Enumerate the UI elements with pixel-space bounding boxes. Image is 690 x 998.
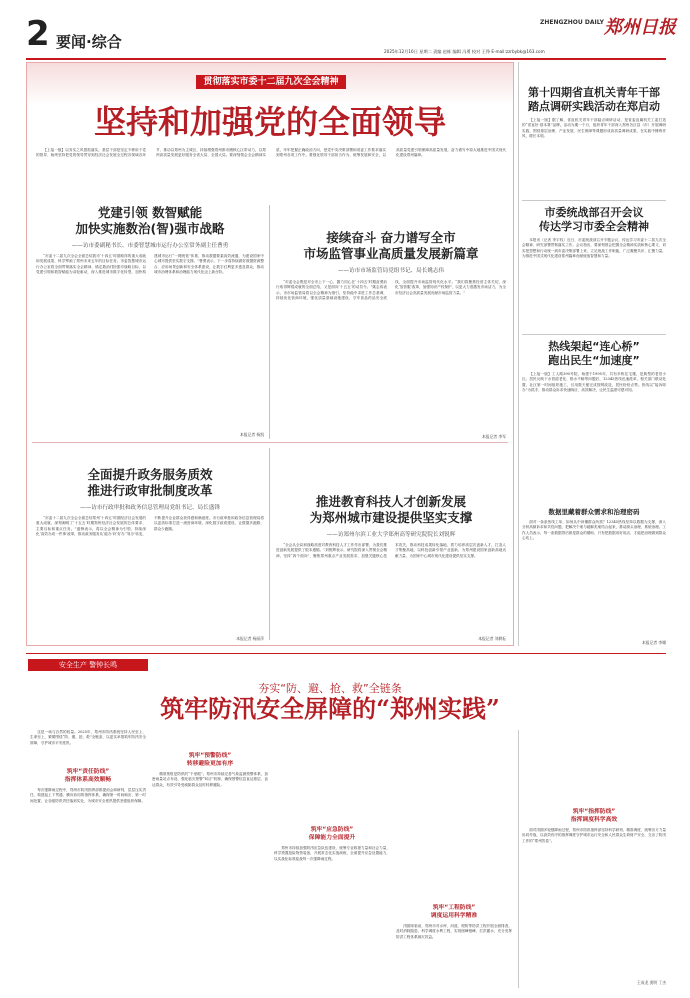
page-number: 2 [26, 14, 50, 54]
newspaper-logo: 郑州日报 [604, 17, 676, 38]
article-2-title: 接续奋斗 奋力谱写全市 市场监管事业高质量发展新篇章 [303, 230, 479, 261]
article-2-body: “市委全会既是对全市上下一心、勠力同心在‘十四五’时期奋勇前行取得辉煌成就的全面总结，又是面向‘十五五’的动员令。”姚志伟表示，市市场监管局将以全会精神为指引，坚持稳中求进工作总基调，持续优化营商环境，强化质量基础设施建设，守牢食品药品安全底线，全面提升市场监管现代化水平。“我们将聚焦经营主体关切，深化‘放管服’改革，加强知识产权保护，以更大力度激发市场活力，为全市经济社会高质量发展贡献市场监管力量。” [276, 280, 506, 300]
issue-date-line: 2025年12月16日 星期二 责编 赵栋 编辑 冯勇 校对 王铮 E-mail:zzrbybk@163.com [384, 49, 545, 54]
article-3-title: 全面提升政务服务质效 推进行政审批制度改革 [87, 467, 213, 498]
article-4-body: “全会从全局和战略高度对教育科技人才工作作出部署，为我们推进创新发展提供了根本遵循。”刘锐辉表示，研究院将深入贯彻全会精神，坚持“四个面向”，聚焦郑州重点产业发展需求，加强关键核心技术攻关，推动科技成果转化落地，着力培养高层次创新人才，打造人才集聚高地，以科技创新引领产业创新，为郑州建设国家创新高地贡献力量，为国家中心城市现代化建设提供坚实支撑。 [276, 543, 506, 558]
right-divider [522, 334, 666, 335]
feature-headline: 坚持和加强党的全面领导 [93, 103, 446, 141]
right-story-3-body: 【上接一版】工人路390号院，始建于1995年，共有多栋住宅楼，是典型的老旧小区。居民反映下水管道老化、排水不畅等问题后，12345热线迅速派单，相关部门联动处置，社区第一时间组织施工，仅用数天便完成管网改造，居民纷纷点赞。热线以“接诉即办”为抓手，推动群众诉求快速响应、高效解决，让民生温度可感可知。 [522, 372, 666, 392]
brand-english: ZHENGZHOU DAILY [540, 19, 604, 26]
bottom-section-4-heading: 筑牢“工程防线” 调度运用科学精准 [430, 905, 478, 919]
right-divider [522, 200, 666, 201]
article-4-signature: 本报记者 刘耕耘 [478, 636, 506, 641]
feature-lead: 【上接一版】以务实之风狠抓落实。基层干部是坚定不移用于党的领导、始终坚持把党的领导贯穿到经济社会发展全过程各领域各环节，推动以郑州为主城区，持续增强郑州都市圈核心区带动力，以郑州高质量发展更好服务全省大局、全国大局。要深刻领会全会精神实质，牢牢把握正确政治方向，把党中央决策部署和省委工作要求落实到郑州各项工作中。要强化领导干部担当作为，统筹发展和安全，以高质量党建引领保障高质量发展，奋力谱写中原大地推进中国式现代化建设郑州篇章。 [36, 148, 506, 158]
right-story-3-title: 热线架起“连心桥” 跑出民生“加速度” [548, 340, 640, 367]
feature-banner: 贯彻落实市委十二届九次全会精神 [196, 75, 346, 89]
right-story-4-signature: 本报记者 李娜 [642, 640, 666, 645]
article-3-signature: 本报记者 杨丽萍 [236, 636, 264, 641]
article-1-title: 党建引领 数智赋能 加快实施数治(智)强市战略 [75, 205, 225, 236]
bottom-column-divider [518, 730, 519, 988]
right-story-1-body: 【上接一版】据了解，省直机关青年干部踏点调研活动，是省委直属机关工委打造的“省直好·基本算”品牌。活动为期一个月，组织青年干部深入郑州各区县（市）开展调研实践，围绕基层治理、产业发展、民生保障等课题形成高质量调研成果，在实践中锤炼作风、增长本领。 [522, 118, 666, 138]
article-3-body: “市委十二届九次全会全面总结郑州‘十四五’时期经济社会发展的重大成就，深刻阐明了‘十五五’时期郑州经济社会发展的总体要求、主要目标和重点任务。”盛锋表示，将以全会精神为引领，持续深化‘高效办成一件事’改革，推动政务服务从‘能办’向‘好办’‘易办’转变，不断提升企业群众获得感和满意度。市行政审批和政务信息管理局将以更高标准打造一流营商环境，深化数字政府建设，让数据多跑路、群众少跑腿。 [36, 516, 264, 536]
article-4-title: 推进教育科技人才创新发展 为郑州城市建设提供坚实支撑 [309, 494, 473, 525]
column-divider [269, 205, 270, 439]
article-2-signature: 本报记者 李军 [482, 434, 506, 439]
column-divider [269, 448, 270, 640]
article-1-body: “市委十二届九次全会全面总结我市‘十四五’时期取得的重大成就和发展成果，科学擘画了郑州未来五年的目标任务。市委智慧城市运行办公室将全面贯彻落实全会精神，锚定数治(智)强市战略目标，以党建引领和数智赋能为双轮驱动，深入推进城市数字化转型，加快构建城市运行“一网统管”体系，推动数据要素高效流通，为建设国家中心城市提供坚实数字支撑。”曹勇表示，下一步将持续做好数据资源整合、应用场景创新和安全体系建设，让数字红利更多惠及群众，推动城市治理体系和治理能力现代化迈上新台阶。 [36, 254, 264, 274]
row-divider [32, 442, 508, 443]
article-2-byline: ——访市市场监管局党组书记、局长姚志伟 [337, 268, 445, 274]
bottom-section-1-heading: 筑牢“责任防线” 指挥体系高效顺畅 [64, 769, 112, 783]
right-story-1-title: 第十四期省直机关青年干部 踏点调研实践活动在郑启动 [528, 86, 660, 113]
section-title: 要闻·综合 [56, 33, 122, 51]
bottom-section-3-body: 郑州市持续加强防汛应急队伍建设，统筹专业救援力量和社会力量，科学预置抢险物资装备，开展常态化实战演练，全面提升应急处置能力，以实战化标准迎战每一次强降雨过程。 [274, 846, 390, 861]
article-3-byline: ——访市行政审批和政务信息管理局党组书记、局长盛锋 [80, 505, 220, 511]
bottom-headline: 筑牢防汛安全屏障的“郑州实践” [160, 694, 500, 723]
right-story-4-body: 面对一条条热线工单，如何从中读懂群众所需？12345热线坚持以数据为支撑，深入分析高频诉求和共性问题，把解决个案与破解类案结合起来，推动源头治理、系统治理。工作人员表示，每一条数据背后都是群众的期盼，只有把数据用好用活，才能把治理做到群众心坎上。 [522, 520, 666, 540]
article-1-byline: ——访市委副秘书长、市委智慧城市运行办公室常务副主任曹勇 [71, 243, 229, 249]
section-tab: 安全生产 警钟长鸣 [28, 659, 148, 671]
bottom-kicker: 夯实“防、避、抢、救”全链条 [258, 682, 402, 695]
right-story-4-title: 数据里藏着群众需求和治理密码 [548, 508, 640, 516]
header-divider [26, 58, 666, 60]
bottom-divider [26, 653, 666, 654]
article-1-signature: 本报记者 杨凯 [240, 432, 264, 437]
right-story-2-title: 市委统战部召开会议 传达学习市委全会精神 [539, 206, 649, 233]
bottom-section-5-heading: 筑牢“指挥防线” 指挥调度科学高效 [570, 809, 618, 823]
right-story-2-body: 本报讯（记者 李宇权）近日，市委统战部召开专题会议，传达学习市委十二届九次全会精神，研究部署贯彻落实工作。会议指出，要深刻领会把握全会精神实质和核心要义，切实把思想和行动统一到市委决策部署上来，立足统战工作职能，广泛凝聚共识、汇聚力量，为推进中国式现代化建设郑州篇章贡献统战智慧和力量。 [522, 238, 666, 258]
right-column-divider [518, 62, 519, 646]
bottom-section-1-body: 每次强降雨过程中，郑州市防汛指挥部都提前会商研判，层层压实责任，构建起上下贯通、横向协同的指挥体系，确保第一时间响应、第一时间处置，让各级防汛责任落到实处，为城市安全度汛提供坚强组织保障。 [30, 788, 146, 803]
bottom-section-3-heading: 筑牢“应急防线” 保障能力全面提升 [308, 827, 356, 841]
bottom-section-5-body: 面对汛期多轮强降雨过程，郑州市防汛指挥部坚持科学研判、精准调度，统筹各方力量协同作战，以高效有序的指挥调度守护城市运行安全和人民群众生命财产安全，交出了防汛工作的“郑州答卷”。 [522, 828, 666, 843]
bottom-section-2-heading: 筑牢“预警防线” 转移避险更加有序 [186, 753, 234, 767]
bottom-section-2-body: 精准预报是防汛的“千里眼”。郑州市持续完善气象监测预警体系，加密雨量站点布设，强化临灾预警“叫应”机制，确保预警信息直达基层、直达群众，有效引导受威胁群众及时转移避险。 [152, 772, 268, 787]
article-4-byline: ——访郑州尔滨工业大学郑州高等研究院院长刘锐辉 [326, 532, 456, 538]
bottom-section-4-body: 汛期来临前，郑州市对水库、河道、堤防等防洪工程开展全面排查，及时消除隐患，科学调度水利工程，实现削峰错峰、拦洪蓄水，充分发挥防洪工程体系减灾效益。 [396, 924, 512, 939]
bottom-signature: 王成龙 贾明 丁杰 [637, 980, 666, 985]
bottom-intro: 这是一场与自然的较量。2025年，郑州市防汛系统坚持人民至上、生命至上，紧紧围绕“防、避、抢、救”全链条，以更实举措筑牢防汛安全屏障，守护城市平安度汛。 [30, 730, 146, 745]
